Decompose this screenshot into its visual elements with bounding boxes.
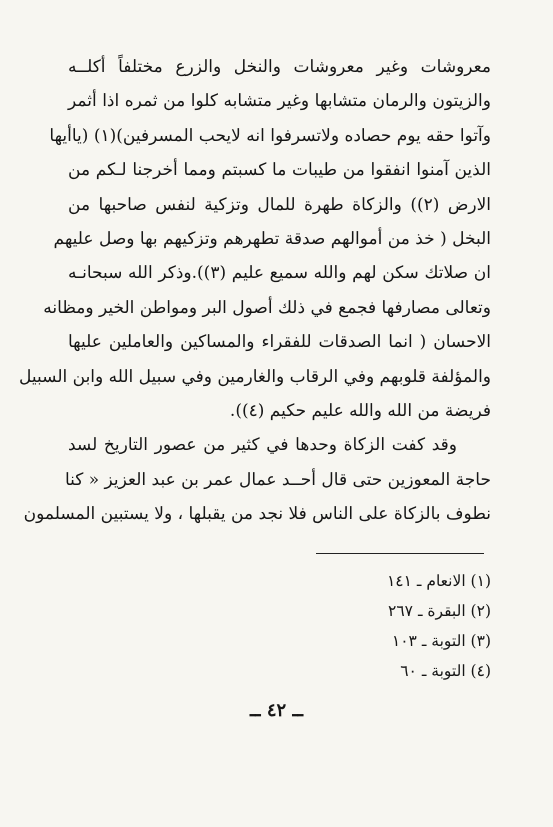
text-line: وتعالى مصارفها فجمع في ذلك أصول البر ومواطن الخير ومظانه [43,297,491,318]
footnotes-list [387,566,491,686]
text-line: حاجة المعوزين حتى قال أحــد عمال عمر بن عبد العزيز « كنا [64,469,491,490]
text-line: وآتوا حقه يوم حصاده ولاتسرفوا انه لايحب المسرفين)(١) (ياأيها [49,125,491,146]
text-line: فريضة من الله والله عليم حكيم (٤)). [229,400,491,421]
text-line: وقد كفت الزكاة وحدها في كثير من عصور التاريخ لسد [68,435,457,456]
paragraph-1 [19,50,491,428]
footnote-separator [316,553,484,554]
text-line: الارض (٢)) والزكاة طهرة للمال وتزكية لنفس صاحبها من [68,194,491,215]
text-line: والمؤلفة قلوبهم وفي الرقاب والغارمين وفي سبيل الله وابن السبيل [19,366,491,387]
text-line: نطوف بالزكاة على الناس فلا نجد من يقبلها ، ولا يستبين المسلمون [23,504,491,525]
footnote: (١) الانعام ـ ١٤١ [386,572,491,590]
footnote: (٤) التوبة ـ ٦٠ [400,662,491,680]
page-number: ــ ٤٢ ــ [250,700,303,721]
text-line: والزيتون والرمان متشابها وغير متشابه كلوا من ثمره اذا أثمر [68,91,491,112]
paragraph-2 [23,428,491,531]
text-line: الذين آمنوا انفقوا من طيبات ما كسبتم ومما أخرجنا لـكم من [68,160,491,181]
text-line: معروشات وغير معروشات والنخل والزرع مختلفاً أكلــه [68,57,491,77]
text-line: البخل ( خذ من أموالهم صدقة تطهرهم وتزكيهم بها وصل عليهم [53,228,491,249]
text-line: ان صلاتك سكن لهم والله سميع عليم (٣)).وذكر الله سبحانـه [68,263,491,284]
main-text [19,50,491,531]
footnote: (٢) البقرة ـ ٢٦٧ [388,602,491,620]
footnote: (٣) التوبة ـ ١٠٣ [391,632,491,650]
text-line: الاحسان ( انما الصدقات للفقراء والمساكين والعاملين عليها [68,332,491,353]
